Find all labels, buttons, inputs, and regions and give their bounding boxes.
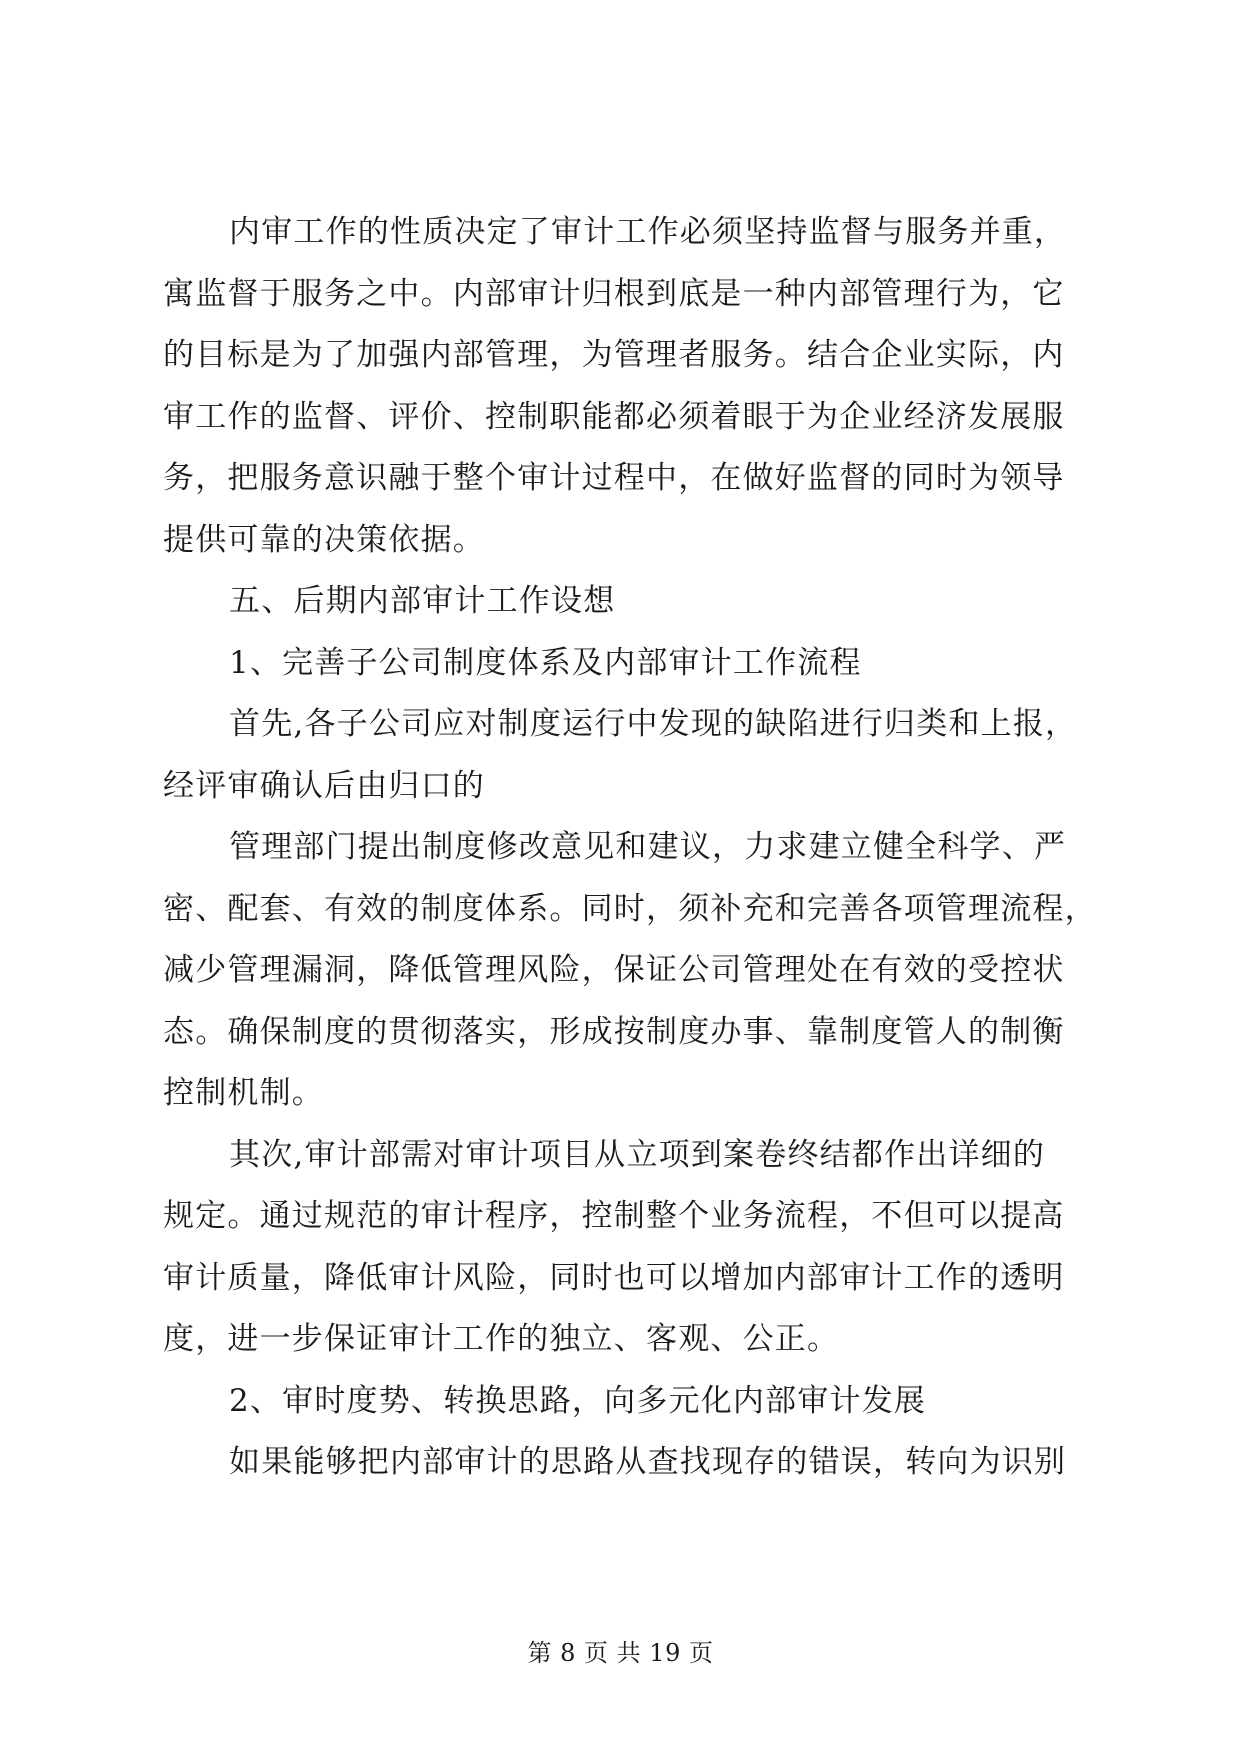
text-line: 五、后期内部审计工作设想 — [229, 583, 616, 619]
subsection-heading — [163, 633, 1083, 695]
text-line: 寓监督于服务之中。内部审计归根到底是一种内部管理行为，它 — [163, 275, 1065, 312]
text-line: 务，把服务意识融于整个审计过程中，在做好监督的同时为领导 — [163, 460, 1065, 496]
paragraph — [163, 1125, 1083, 1371]
text-line: 经评审确认后由归口的 — [163, 767, 485, 804]
text-line: 态。确保制度的贯彻落实，形成按制度办事、靠制度管人的制衡 — [163, 1013, 1065, 1050]
page-number-footer: 第 8 页 共 19 页 — [527, 1639, 714, 1667]
text-line: 1、完善子公司制度体系及内部审计工作流程 — [229, 644, 862, 681]
text-line: 首先,各子公司应对制度运行中发现的缺陷进行归类和上报， — [229, 706, 1078, 742]
text-line: 其次,审计部需对审计项目从立项到案卷终结都作出详细的 — [229, 1136, 1046, 1173]
text-line: 密、配套、有效的制度体系。同时，须补充和完善各项管理流程， — [163, 890, 1097, 927]
text-line: 2、审时度势、转换思路，向多元化内部审计发展 — [229, 1382, 927, 1419]
paragraph — [163, 694, 1083, 817]
subsection-heading — [163, 1371, 1083, 1433]
text-line: 度，进一步保证审计工作的独立、客观、公正。 — [163, 1321, 840, 1357]
paragraph — [163, 202, 1083, 571]
paragraph — [163, 817, 1097, 1125]
text-line: 减少管理漏洞，降低管理风险，保证公司管理处在有效的受控状 — [163, 952, 1065, 988]
section-heading — [163, 571, 1083, 633]
text-line: 如果能够把内部审计的思路从查找现存的错误，转向为识别 — [229, 1444, 1067, 1480]
text-line: 的目标是为了加强内部管理，为管理者服务。结合企业实际，内 — [163, 337, 1065, 373]
text-line: 审计质量，降低审计风险，同时也可以增加内部审计工作的透明 — [163, 1259, 1065, 1296]
text-line: 管理部门提出制度修改意见和建议，力求建立健全科学、严 — [229, 829, 1067, 865]
text-line: 审工作的监督、评价、控制职能都必须着眼于为企业经济发展服 — [163, 398, 1065, 435]
text-line: 提供可靠的决策依据。 — [163, 521, 485, 558]
text-line: 控制机制。 — [163, 1075, 324, 1111]
text-line: 规定。通过规范的审计程序，控制整个业务流程，不但可以提高 — [163, 1198, 1065, 1234]
paragraph — [163, 1432, 1083, 1494]
body-text — [163, 202, 1097, 1494]
text-line: 内审工作的性质决定了审计工作必须坚持监督与服务并重， — [229, 214, 1067, 250]
